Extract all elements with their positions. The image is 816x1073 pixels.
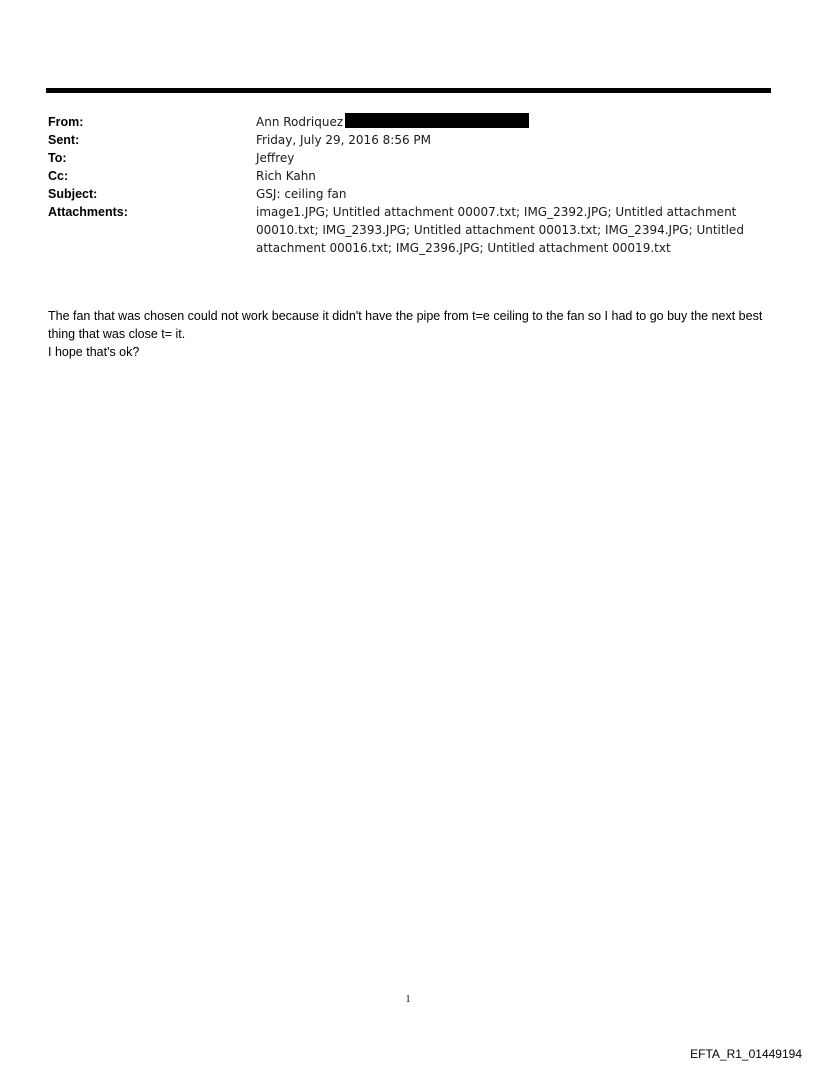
subject-row [48, 185, 768, 203]
redaction-box [345, 113, 529, 128]
cc-row [48, 167, 768, 185]
sent-label: Sent: [48, 133, 80, 147]
from-label: From: [48, 115, 84, 129]
body-paragraph-1: The fan that was chosen could not work because it didn't have the pipe from t=e ceiling to the fan so I had to go buy the next best thing that was close t= it. [48, 309, 763, 341]
email-body [48, 307, 778, 361]
to-row [48, 149, 768, 167]
from-row [48, 113, 768, 131]
cc-value: Rich Kahn [256, 169, 316, 183]
from-value [256, 113, 768, 131]
attachments-row [48, 203, 768, 257]
document-id: EFTA_R1_01449194 [690, 1047, 802, 1061]
header-divider [46, 88, 771, 93]
attachments-label: Attachments: [48, 205, 128, 219]
to-label: To: [48, 151, 67, 165]
subject-value: GSJ: ceiling fan [256, 187, 347, 201]
from-name: Ann Rodriquez [256, 115, 344, 129]
email-header [48, 113, 768, 257]
subject-label: Subject: [48, 187, 98, 201]
sent-value: Friday, July 29, 2016 8:56 PM [256, 133, 431, 147]
sent-row [48, 131, 768, 149]
attachments-value: image1.JPG; Untitled attachment 00007.txt; IMG_2392.JPG; Untitled attachment 00010.txt; IMG_2393.JPG; Untitled attachment 00013.txt; IMG_2394.JPG; Untitled attachment 00016.txt; IMG_2396.JPG; Untitled attachment 00019.txt [256, 205, 744, 255]
to-value: Jeffrey [256, 151, 295, 165]
page-number: 1 [405, 994, 411, 1005]
cc-label: Cc: [48, 169, 69, 183]
body-paragraph-2: I hope that's ok? [48, 345, 140, 359]
